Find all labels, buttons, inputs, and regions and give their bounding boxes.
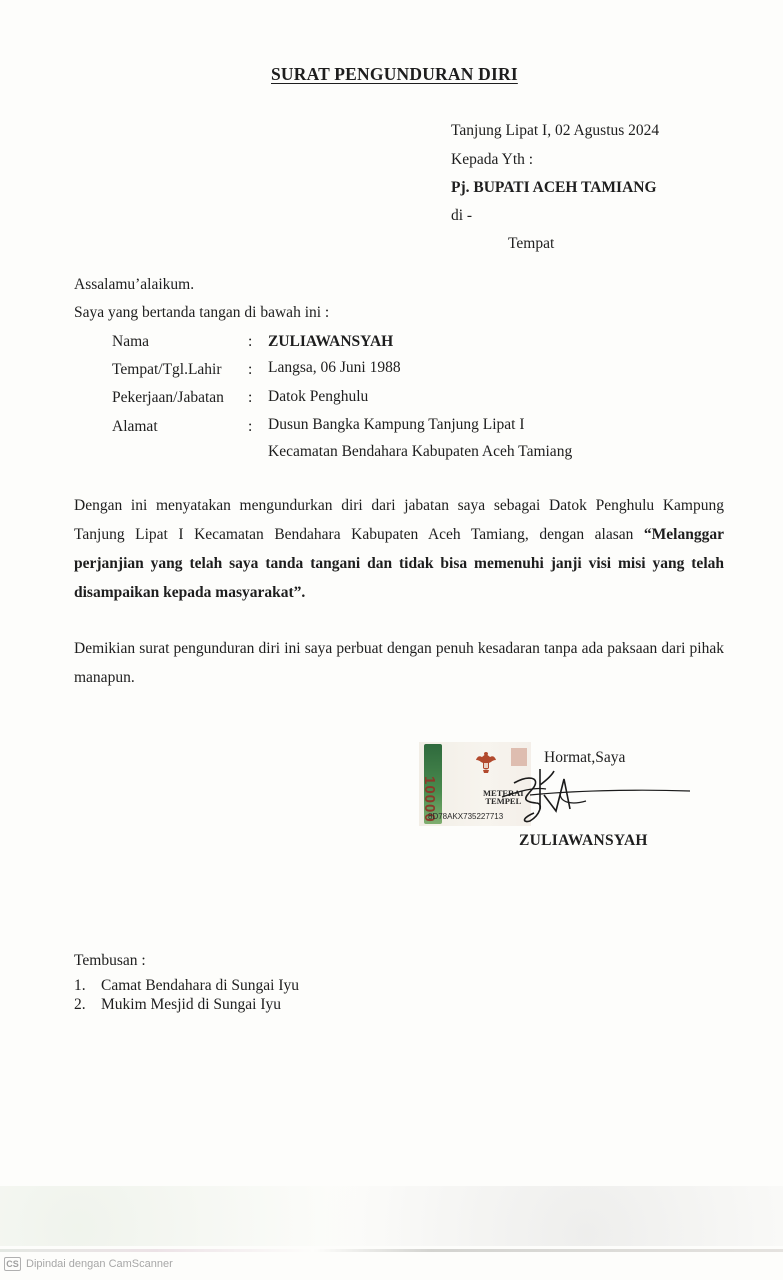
statement-text: Dengan ini menyatakan mengundurkan diri dari jabatan saya sebagai Datok Penghulu Kampung Tanjung Lipat I Kecamatan Bendahara Kabupaten Aceh Tamiang, dengan alasan bbox=[74, 497, 724, 543]
identity-value-line2: Kecamatan Bendahara Kabupaten Aceh Tamiang bbox=[268, 443, 573, 460]
recipient: Pj. BUPATI ACEH TAMIANG bbox=[451, 179, 657, 196]
letter-title: SURAT PENGUNDURAN DIRI bbox=[271, 64, 518, 84]
recipient-di: di - bbox=[451, 207, 473, 224]
identity-label: Tempat/Tgl.Lahir bbox=[112, 361, 222, 378]
statement-paragraph bbox=[74, 491, 724, 607]
cc-item-text: Camat Bendahara di Sungai Iyu bbox=[101, 977, 300, 994]
handwritten-signature bbox=[500, 765, 700, 825]
identity-label: Nama bbox=[112, 333, 150, 350]
stamp-title-line2: TEMPEL bbox=[485, 796, 522, 806]
place-date: Tanjung Lipat I, 02 Agustus 2024 bbox=[451, 122, 660, 139]
greeting: Assalamu’alaikum. bbox=[74, 276, 195, 293]
identity-value: ZULIAWANSYAH bbox=[268, 333, 394, 350]
identity-colon: : bbox=[248, 389, 253, 406]
scanner-watermark bbox=[4, 1256, 173, 1272]
scan-edge-artifact bbox=[0, 1186, 783, 1246]
statement-reason: “Melanggar perjanjian yang telah saya tanda tangani dan tidak bisa memenuhi janji visi misi yang telah disampaikan kepada masyarakat”. bbox=[74, 526, 724, 601]
intro-line: Saya yang bertanda tangan di bawah ini : bbox=[74, 304, 330, 321]
cc-item-number: 2. bbox=[74, 996, 86, 1013]
stamp-seal-square bbox=[511, 748, 527, 766]
identity-colon: : bbox=[248, 418, 253, 435]
signer-name: ZULIAWANSYAH bbox=[519, 832, 648, 849]
watermark-text: Dipindai dengan CamScanner bbox=[26, 1258, 173, 1270]
cc-title: Tembusan : bbox=[74, 952, 146, 969]
recipient-place: Tempat bbox=[508, 235, 555, 252]
identity-value: Langsa, 06 Juni 1988 bbox=[268, 359, 401, 376]
closing-salutation: Hormat,Saya bbox=[544, 749, 626, 766]
addressee-prefix: Kepada Yth : bbox=[451, 151, 534, 168]
identity-colon: : bbox=[248, 333, 253, 350]
identity-value: Datok Penghulu bbox=[268, 388, 369, 405]
identity-colon: : bbox=[248, 361, 253, 378]
identity-label: Alamat bbox=[112, 418, 158, 435]
cc-item-number: 1. bbox=[74, 977, 86, 994]
camscanner-logo-icon: CS bbox=[4, 1257, 21, 1271]
identity-value: Dusun Bangka Kampung Tanjung Lipat I bbox=[268, 416, 525, 433]
stamp-value: 10000 bbox=[421, 776, 438, 823]
identity-label: Pekerjaan/Jabatan bbox=[112, 389, 224, 406]
stamp-serial: 8D78AKX735227713 bbox=[428, 812, 504, 821]
stamp-title-line1: METERAI bbox=[483, 788, 524, 798]
closing-paragraph: Demikian surat pengunduran diri ini saya perbuat dengan penuh kesadaran tanpa ada paksaan dari pihak manapun. bbox=[74, 640, 724, 686]
cc-item-text: Mukim Mesjid di Sungai Iyu bbox=[101, 996, 281, 1013]
scan-edge-line bbox=[0, 1249, 783, 1252]
garuda-emblem-icon bbox=[475, 750, 497, 774]
